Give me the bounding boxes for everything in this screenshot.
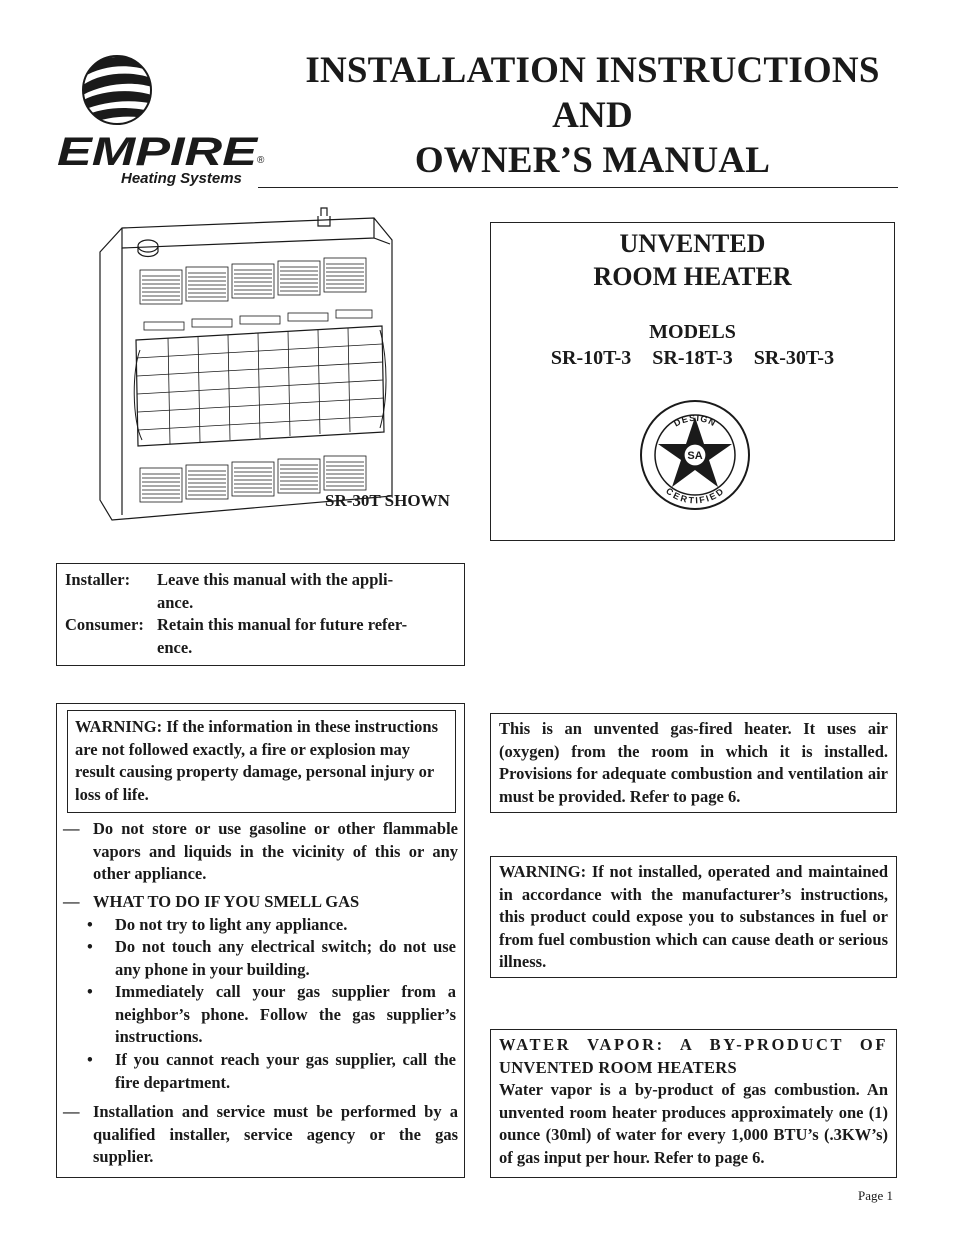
heater-illustration <box>92 200 402 530</box>
product-title: UNVENTED ROOM HEATER <box>593 229 792 291</box>
empire-logo <box>55 52 270 187</box>
combustion-warning-box: WARNING: If not installed, operated and maintained in accordance with the manufacturer’s instructions, this product could expose you to substances in fuel or from fuel combustion which can cause death or serious illness. <box>490 856 897 978</box>
model-item: SR-18T-3 <box>652 347 733 369</box>
unvented-info-box: This is an unvented gas-fired heater. It uses air (oxygen) from the room in which it is installed. Provisions for adequate combustion and ventilation air must be provided. Refer to page 6. <box>490 713 897 813</box>
list-item: — WHAT TO DO IF YOU SMELL GAS <box>63 892 360 911</box>
model-item: SR-30T-3 <box>753 347 835 369</box>
models-heading: MODELS <box>649 321 736 343</box>
svg-text:CERTIFIED: CERTIFIED <box>664 485 726 506</box>
models-list <box>491 345 894 371</box>
water-vapor-box: WATER VAPOR: A BY-PRODUCT OF UNVENTED ROOM HEATERS Water vapor is a by-product of gas combustion. An unvented room heater produces approximately one (1) ounce (30ml) of water for every 1,000 BTU’s (.3KW’s) of gas input per hour. Refer to page 6. <box>490 1029 897 1178</box>
bullet-item: • Immediately call your gas supplier from a neighbor’s phone. Follow the gas supplier’s instructions. <box>87 982 456 1046</box>
document-title <box>290 48 895 183</box>
flame-swirl-icon <box>55 52 270 187</box>
fire-explosion-warning: WARNING: If the information in these instructions are not followed exactly, a fire or explosion may result causing property damage, personal injury or loss of life. <box>67 710 456 813</box>
list-item: — Installation and service must be performed by a qualified installer, service agency or the gas supplier. <box>63 1102 458 1166</box>
header-rule <box>258 187 898 188</box>
title-line-2: AND <box>552 95 633 136</box>
brand-tagline: Heating Systems <box>121 170 242 187</box>
illustration-caption: SR-30T SHOWN <box>325 491 450 510</box>
list-item: — Do not store or use gasoline or other flammable vapors and liquids in the vicinity of this or any other appliance. <box>63 819 458 883</box>
installer-label: Installer: <box>65 570 131 589</box>
design-certified-seal-icon <box>639 399 751 511</box>
title-line-3: OWNER’S MANUAL <box>414 140 771 181</box>
water-vapor-heading: WATER VAPOR: A BY-PRODUCT OF <box>499 1035 888 1054</box>
consumer-label: Consumer: <box>65 615 144 634</box>
page-number: Page 1 <box>858 1188 894 1203</box>
water-vapor-body: Water vapor is a by-product of gas combustion. An unvented room heater produces approximately one (1) ounce (30ml) of water for every 1,000 BTU’s (.3KW’s) of gas input per hour. Refer to page 6. <box>499 1080 888 1167</box>
model-item: SR-10T-3 <box>550 347 632 369</box>
safety-warning-box <box>56 703 465 1178</box>
product-box <box>490 222 895 541</box>
brand-name: EMPIRE <box>57 130 259 174</box>
svg-text:DESIGN: DESIGN <box>672 412 718 429</box>
title-line-1: INSTALLATION INSTRUCTIONS <box>305 50 880 91</box>
bullet-item: • Do not touch any electrical switch; do not use any phone in your building. <box>87 937 456 979</box>
svg-text:SA: SA <box>687 450 703 462</box>
installer-consumer-notice: Installer: Leave this manual with the appli- ance. Consumer: Retain this manual for future refer- ence. <box>56 563 465 666</box>
bullet-item: • If you cannot reach your gas supplier, call the fire department. <box>87 1050 456 1092</box>
svg-text:®: ® <box>257 155 265 166</box>
bullet-item: • Do not try to light any appliance. <box>87 915 348 934</box>
